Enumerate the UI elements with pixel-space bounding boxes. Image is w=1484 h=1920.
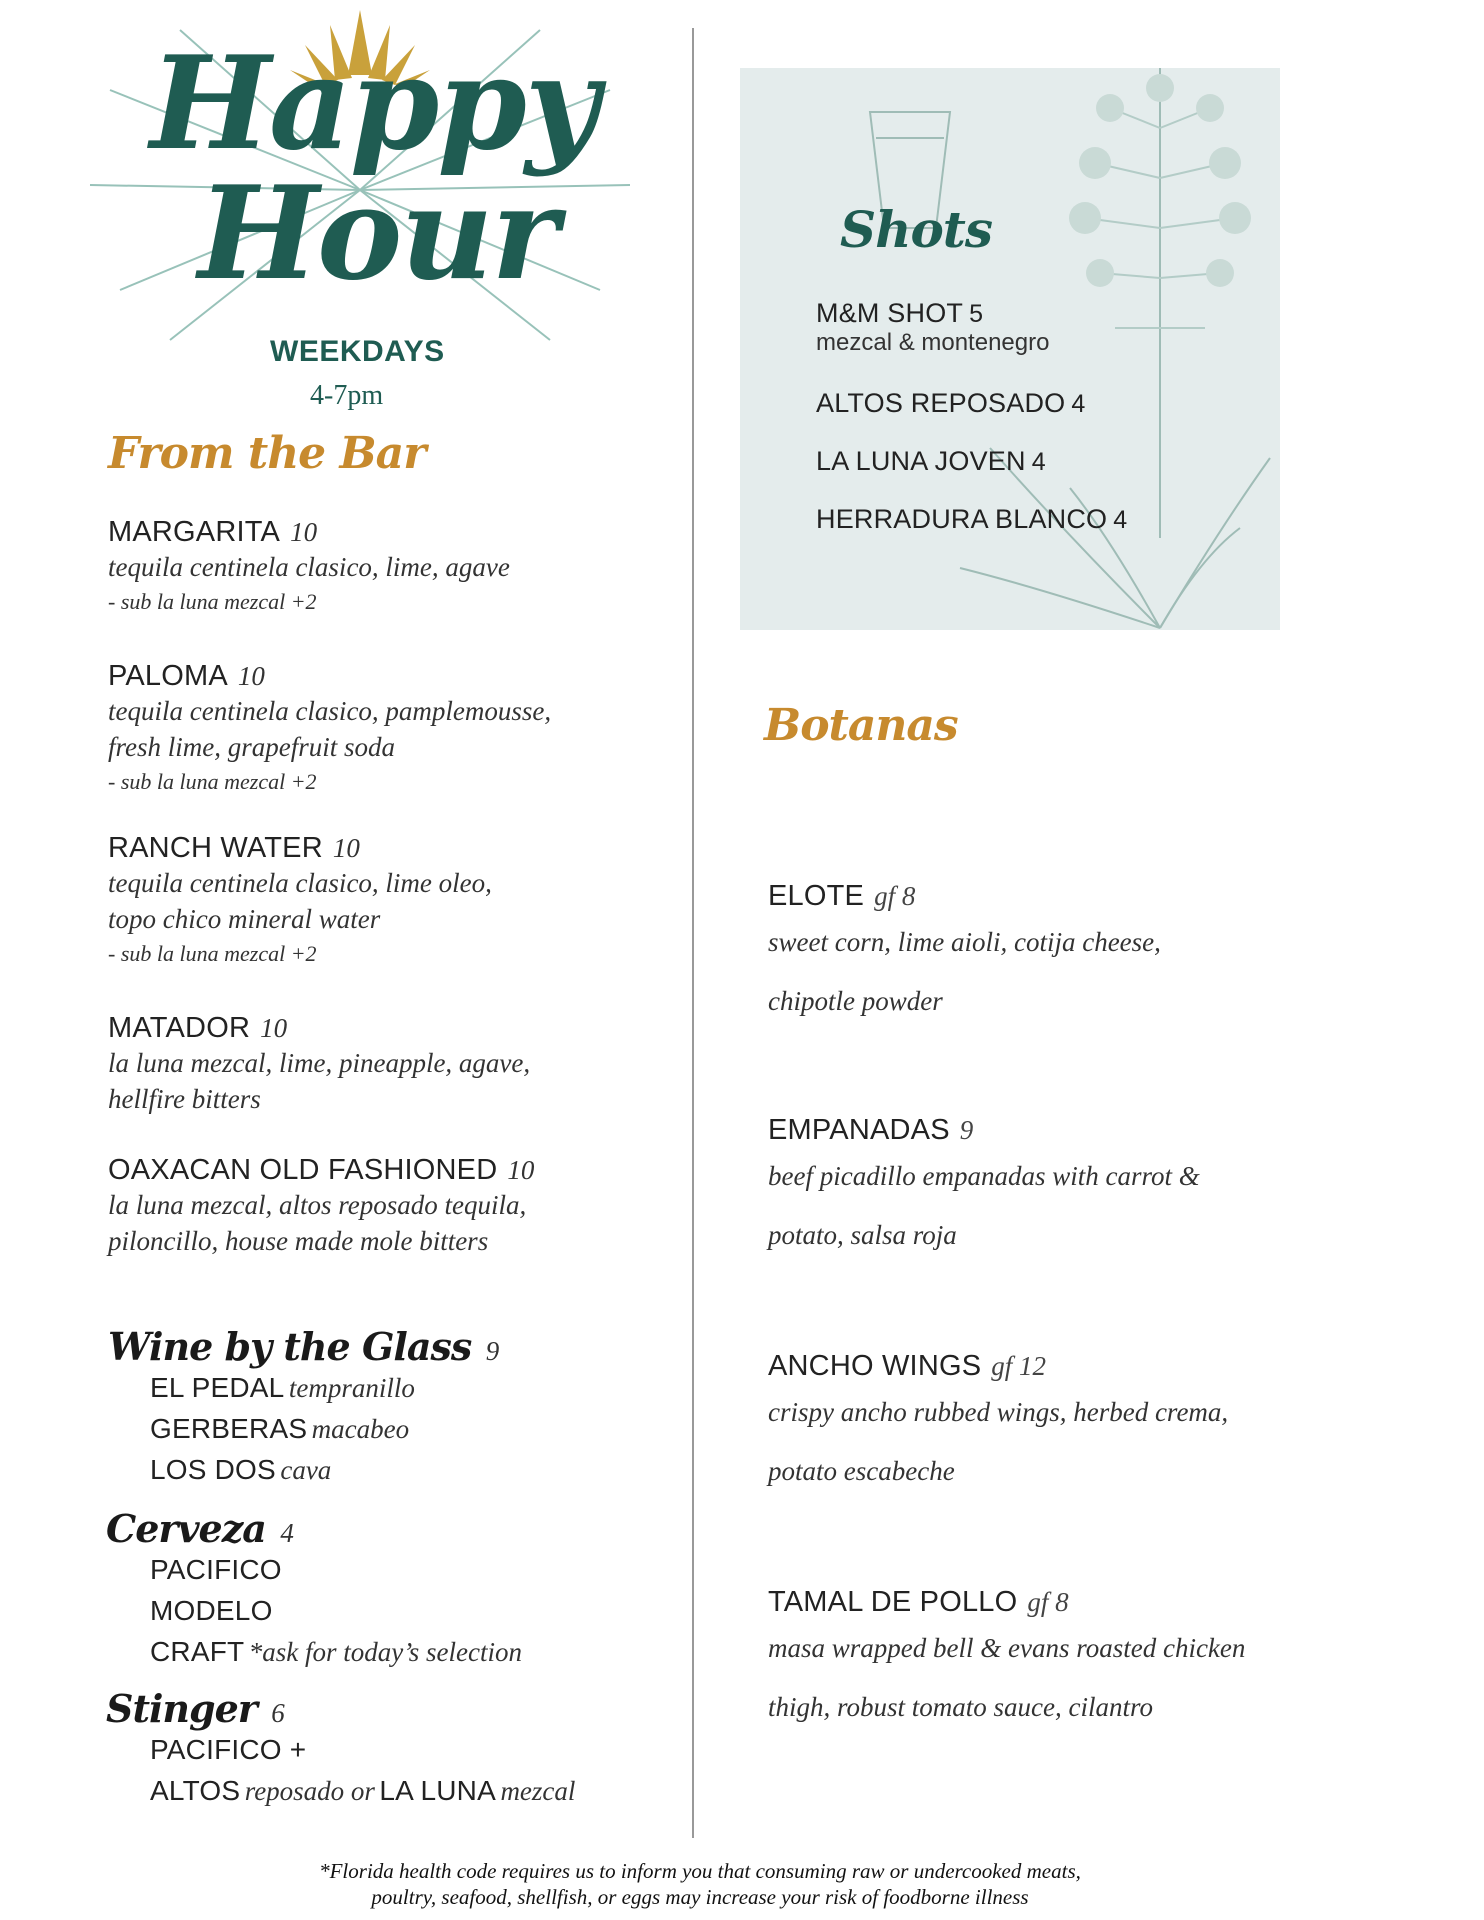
wine-heading: Wine by the Glass 9 [108, 1324, 500, 1369]
list-item: PACIFICO [150, 1554, 282, 1585]
botanas-heading: Botanas [764, 700, 958, 751]
bar-item-paloma: PALOMA 10 tequila centinela clasico, pamplemousse, fresh lime, grapefruit soda - sub la luna mezcal +2 [108, 660, 552, 794]
list-item: CRAFT *ask for today’s selection [150, 1636, 522, 1667]
shots-panel [740, 68, 1280, 630]
bar-item-oaxacan-old-fashioned: OAXACAN OLD FASHIONED 10 la luna mezcal, altos reposado tequila, piloncillo, house made mole bitters [108, 1154, 535, 1256]
food-item-elote: ELOTE gf 8 sweet corn, lime aioli, cotija cheese, chipotle powder [768, 880, 1161, 1016]
list-item: LOS DOS cava [150, 1454, 332, 1485]
shot-item: HERRADURA BLANCO 4 [816, 504, 1128, 534]
shot-item: ALTOS REPOSADO 4 [816, 388, 1086, 418]
column-divider [692, 28, 694, 1838]
cerveza-heading: Cerveza 4 [106, 1506, 294, 1551]
health-code-disclaimer: *Florida health code requires us to inform you that consuming raw or undercooked meats, poultry, seafood, shellfish, or eggs may increase your risk of foodborne illness [319, 1859, 1081, 1909]
list-item: GERBERAS macabeo [150, 1413, 410, 1444]
stinger-list [150, 1732, 575, 1814]
bar-item-ranch-water: RANCH WATER 10 tequila centinela clasico, lime oleo, topo chico mineral water - sub la luna mezcal +2 [108, 832, 492, 966]
shot-item: M&M SHOT 5 mezcal & montenegro [816, 298, 1050, 356]
stinger-heading: Stinger 6 [106, 1686, 285, 1731]
happy-hour-logo [80, 0, 640, 430]
bar-item-matador: MATADOR 10 la luna mezcal, lime, pineapple, agave, hellfire bitters [108, 1012, 531, 1114]
list-item: EL PEDAL tempranillo [150, 1372, 415, 1403]
from-the-bar-heading: From the Bar [108, 428, 426, 479]
list-item: PACIFICO + [150, 1734, 307, 1765]
logo-happy-text: Happy [150, 29, 598, 179]
cerveza-list [150, 1552, 522, 1675]
food-item-tamal-de-pollo: TAMAL DE POLLO gf 8 masa wrapped bell & evans roasted chicken thigh, robust tomato sauce, cilantro [768, 1586, 1246, 1722]
food-item-ancho-wings: ANCHO WINGS gf 12 crispy ancho rubbed wings, herbed crema, potato escabeche [768, 1350, 1229, 1486]
food-item-empanadas: EMPANADAS 9 beef picadillo empanadas with carrot & potato, salsa roja [768, 1114, 1200, 1250]
list-item: ALTOS reposado or LA LUNA mezcal [150, 1775, 576, 1806]
shot-item: LA LUNA JOVEN 4 [816, 446, 1046, 476]
logo-weekdays: WEEKDAYS [270, 335, 445, 368]
logo-hour-text: Hour [198, 159, 557, 309]
bar-item-margarita: MARGARITA 10 tequila centinela clasico, lime, agave - sub la luna mezcal +2 [108, 516, 510, 614]
list-item: MODELO [150, 1595, 273, 1626]
shots-heading: Shots [840, 200, 993, 259]
logo-time: 4-7pm [310, 380, 384, 411]
wine-list [150, 1370, 415, 1493]
